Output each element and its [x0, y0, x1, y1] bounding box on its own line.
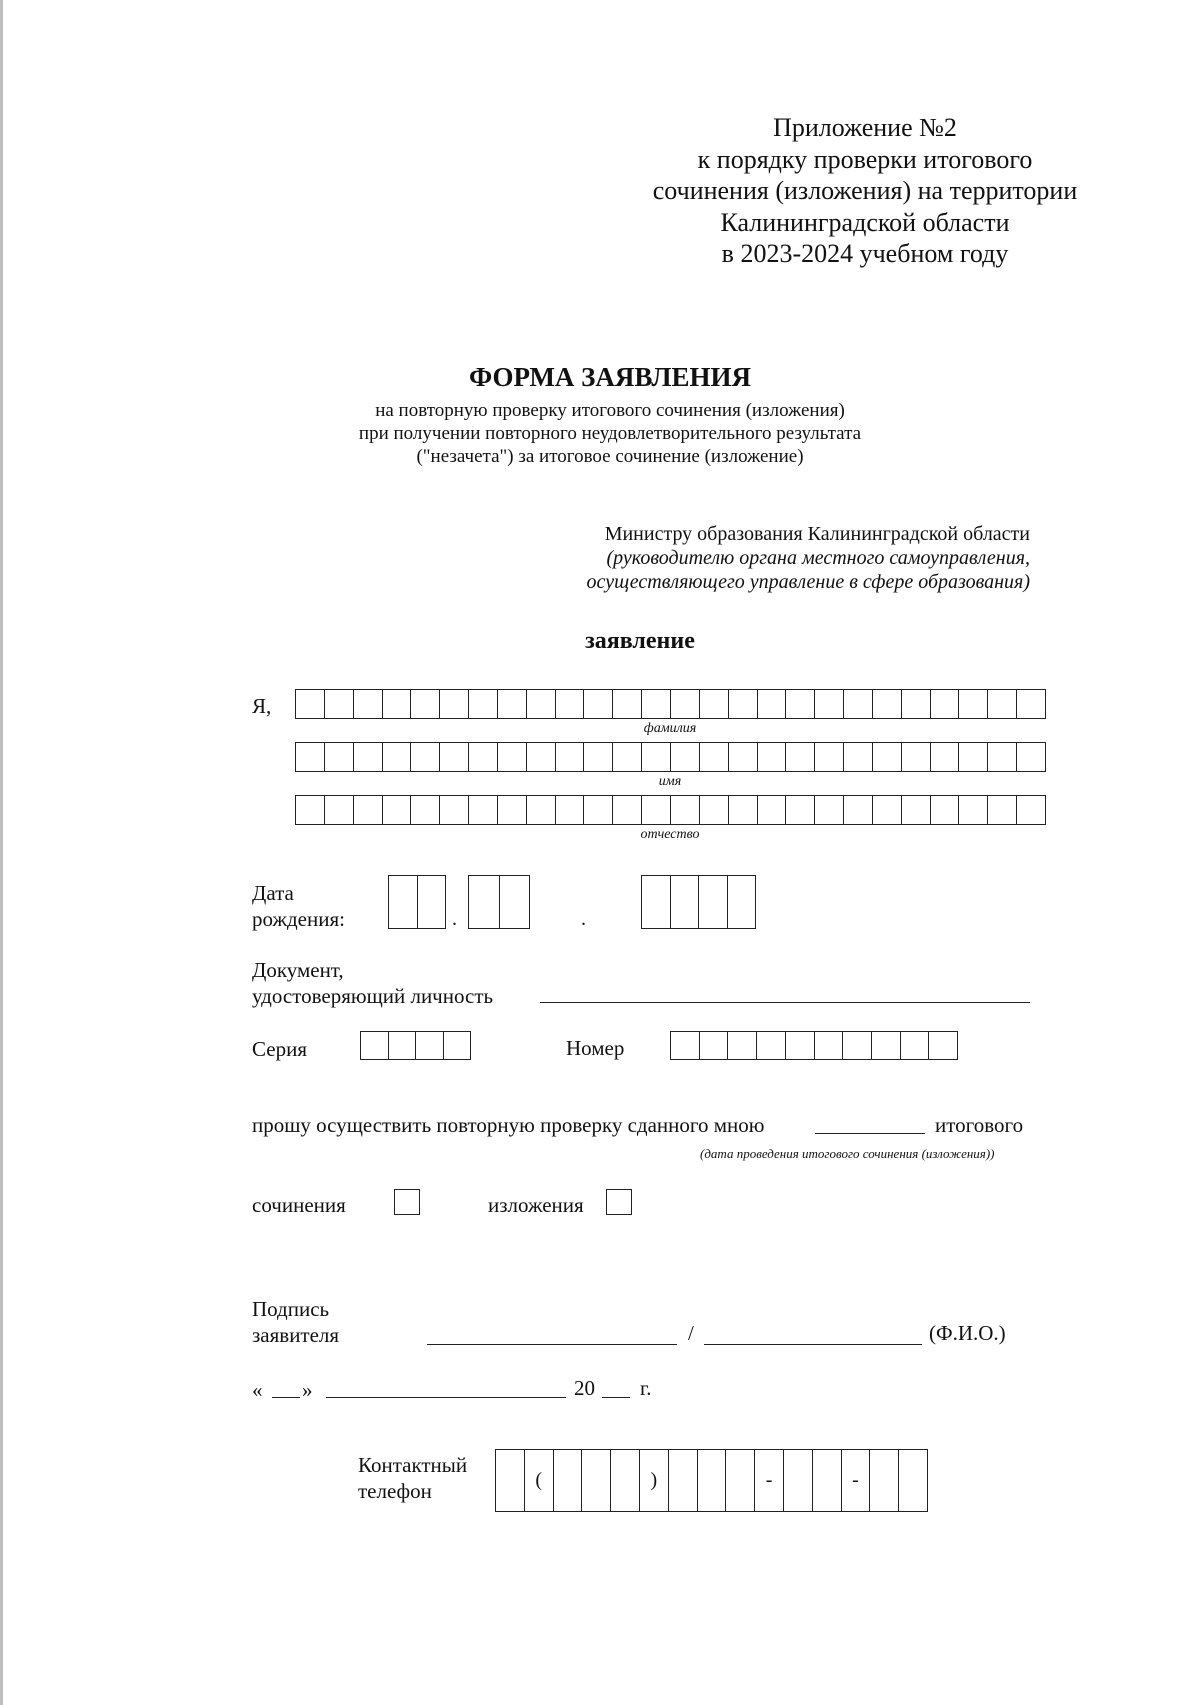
annex-line: в 2023-2024 учебном году [721, 239, 1009, 268]
document-label-2: удостоверяющий личность [252, 984, 494, 1008]
letter-cell[interactable] [901, 1032, 930, 1059]
letter-cell[interactable] [411, 690, 440, 718]
letter-cell[interactable] [815, 1032, 844, 1059]
subtitle-line: при получении повторного неудовлетворительного результата [358, 423, 862, 444]
patronymic-field[interactable] [295, 795, 1046, 825]
phone-cell[interactable] [813, 1450, 842, 1511]
letter-cell[interactable] [758, 743, 787, 771]
letter-cell[interactable] [786, 1032, 815, 1059]
month-line[interactable] [326, 1397, 566, 1398]
birth-year-field[interactable] [641, 875, 756, 929]
annex-line: Калининградской области [720, 207, 1010, 237]
letter-cell[interactable] [469, 796, 498, 824]
number-field[interactable] [670, 1031, 958, 1060]
exam-date-caption: (дата проведения итогового сочинения (изложения)) [700, 1146, 995, 1161]
letter-cell[interactable] [671, 796, 700, 824]
phone-cell[interactable] [899, 1450, 927, 1511]
letter-cell[interactable] [325, 690, 354, 718]
surname-field[interactable] [295, 689, 1046, 719]
phone-label-1: Контактный [358, 1453, 468, 1477]
letter-cell[interactable] [440, 690, 469, 718]
letter-cell[interactable] [440, 796, 469, 824]
letter-cell[interactable] [354, 796, 383, 824]
scan-edge-line [0, 0, 3, 1705]
digit-cell[interactable] [469, 876, 500, 928]
letter-cell[interactable] [354, 690, 383, 718]
letter-cell[interactable] [469, 690, 498, 718]
day-line[interactable] [272, 1397, 300, 1398]
signature-line[interactable] [427, 1344, 677, 1345]
letter-cell[interactable] [929, 1032, 957, 1059]
digit-cell[interactable] [699, 876, 728, 928]
letter-cell[interactable] [786, 743, 815, 771]
exam-date-line[interactable] [815, 1133, 925, 1134]
letter-cell[interactable] [325, 743, 354, 771]
letter-cell[interactable] [988, 796, 1017, 824]
form-subtitle [250, 399, 970, 468]
request-text: прошу осуществить повторную проверку сданного мною [252, 1113, 765, 1137]
letter-cell[interactable] [815, 796, 844, 824]
letter-cell[interactable] [786, 796, 815, 824]
letter-cell[interactable] [613, 690, 642, 718]
letter-cell[interactable] [642, 690, 671, 718]
letter-cell[interactable] [556, 796, 585, 824]
letter-cell[interactable] [757, 1032, 786, 1059]
letter-cell[interactable] [642, 796, 671, 824]
fio-label: (Ф.И.О.) [929, 1321, 1006, 1345]
letter-cell[interactable] [440, 743, 469, 771]
date-separator: . [452, 908, 457, 930]
letter-cell[interactable] [584, 743, 613, 771]
presentation-checkbox[interactable] [606, 1189, 632, 1215]
digit-cell[interactable] [728, 876, 756, 928]
letter-cell[interactable] [1017, 796, 1045, 824]
digit-cell[interactable] [416, 1032, 444, 1059]
digit-cell[interactable] [642, 876, 671, 928]
letter-cell[interactable] [873, 743, 902, 771]
subtitle-line: на повторную проверку итогового сочинения (изложения) [375, 400, 845, 421]
letter-cell[interactable] [700, 1032, 729, 1059]
letter-cell[interactable] [729, 743, 758, 771]
addressee-block [470, 522, 1030, 594]
digit-cell[interactable] [418, 876, 446, 928]
letter-cell[interactable] [383, 796, 412, 824]
letter-cell[interactable] [584, 690, 613, 718]
letter-cell[interactable] [411, 743, 440, 771]
birth-date-label-2: рождения: [252, 907, 345, 931]
signature-label-1: Подпись [252, 1297, 330, 1321]
letter-cell[interactable] [584, 796, 613, 824]
surname-caption: фамилия [643, 721, 697, 736]
annex-header [600, 112, 1130, 270]
phone-label-2: телефон [358, 1479, 432, 1503]
request-end-text: итогового [935, 1113, 1024, 1137]
letter-cell[interactable] [729, 796, 758, 824]
phone-cell[interactable]: - [755, 1450, 784, 1511]
letter-cell[interactable] [959, 690, 988, 718]
letter-cell[interactable] [296, 690, 325, 718]
letter-cell[interactable] [527, 690, 556, 718]
document-type-line[interactable] [540, 1002, 1030, 1003]
letter-cell[interactable] [498, 796, 527, 824]
letter-cell[interactable] [729, 690, 758, 718]
i-label: Я, [252, 694, 272, 718]
letter-cell[interactable] [527, 743, 556, 771]
letter-cell[interactable] [671, 743, 700, 771]
letter-cell[interactable] [844, 796, 873, 824]
letter-cell[interactable] [786, 690, 815, 718]
presentation-label: изложения [488, 1193, 584, 1217]
form-title: ФОРМА ЗАЯВЛЕНИЯ [468, 362, 752, 392]
series-field[interactable] [360, 1031, 471, 1060]
document-label-1: Документ, [252, 958, 344, 982]
letter-cell[interactable] [642, 743, 671, 771]
letter-cell[interactable] [902, 690, 931, 718]
signature-slash: / [688, 1321, 694, 1345]
letter-cell[interactable] [613, 796, 642, 824]
phone-cell[interactable] [698, 1450, 727, 1511]
digit-cell[interactable] [500, 876, 530, 928]
letter-cell[interactable] [700, 796, 729, 824]
letter-cell[interactable] [815, 743, 844, 771]
essay-label: сочинения [252, 1193, 346, 1217]
birth-month-field[interactable] [468, 875, 530, 929]
phone-cell[interactable] [582, 1450, 611, 1511]
annex-line: Приложение №2 [773, 113, 957, 142]
addressee-alt-line: (руководителю органа местного самоуправления, [606, 547, 1030, 569]
date-open-quote: « [252, 1378, 263, 1402]
letter-cell[interactable] [988, 743, 1017, 771]
phone-cell[interactable] [669, 1450, 698, 1511]
letter-cell[interactable] [843, 1032, 872, 1059]
letter-cell[interactable] [902, 796, 931, 824]
letter-cell[interactable] [959, 743, 988, 771]
phone-cell[interactable]: - [842, 1450, 871, 1511]
letter-cell[interactable] [527, 796, 556, 824]
phone-cell[interactable] [611, 1450, 640, 1511]
letter-cell[interactable] [383, 743, 412, 771]
phone-cell[interactable] [784, 1450, 813, 1511]
letter-cell[interactable] [325, 796, 354, 824]
patronymic-caption: отчество [640, 827, 700, 842]
application-heading: заявление [585, 628, 695, 654]
letter-cell[interactable] [758, 690, 787, 718]
annex-line: к порядку проверки итогового [697, 144, 1033, 174]
letter-cell[interactable] [354, 743, 383, 771]
letter-cell[interactable] [931, 796, 960, 824]
year-line[interactable] [602, 1397, 630, 1398]
letter-cell[interactable] [671, 690, 700, 718]
phone-field[interactable] [495, 1449, 928, 1512]
letter-cell[interactable] [815, 690, 844, 718]
letter-cell[interactable] [469, 743, 498, 771]
phone-cell[interactable] [554, 1450, 583, 1511]
letter-cell[interactable] [556, 743, 585, 771]
letter-cell[interactable] [700, 690, 729, 718]
name-caption: имя [658, 774, 682, 789]
birth-day-field[interactable] [388, 875, 446, 929]
birth-date-label-1: Дата [252, 881, 294, 905]
date-close-quote: » [302, 1378, 313, 1402]
annex-line: сочинения (изложения) на территории [652, 176, 1078, 205]
letter-cell[interactable] [383, 690, 412, 718]
subtitle-line: ("незачета") за итоговое сочинение (изложение) [416, 446, 804, 467]
letter-cell[interactable] [873, 796, 902, 824]
digit-cell[interactable] [671, 876, 700, 928]
fio-line[interactable] [704, 1344, 922, 1345]
name-field[interactable] [295, 742, 1046, 772]
letter-cell[interactable] [556, 690, 585, 718]
year-suffix: г. [640, 1376, 652, 1400]
date-separator: . [581, 908, 586, 930]
letter-cell[interactable] [988, 690, 1017, 718]
letter-cell[interactable] [902, 743, 931, 771]
letter-cell[interactable] [498, 690, 527, 718]
letter-cell[interactable] [296, 796, 325, 824]
phone-cell[interactable] [870, 1450, 899, 1511]
phone-cell[interactable]: ) [640, 1450, 669, 1511]
number-label: Номер [566, 1036, 625, 1060]
phone-cell[interactable] [726, 1450, 755, 1511]
addressee-line: Министру образования Калининградской области [604, 523, 1030, 545]
addressee-alt-line: осуществляющего управление в сфере образования) [586, 571, 1030, 593]
series-label: Серия [252, 1037, 307, 1061]
phone-cell[interactable]: ( [525, 1450, 554, 1511]
letter-cell[interactable] [844, 743, 873, 771]
year-prefix: 20 [574, 1376, 595, 1400]
letter-cell[interactable] [296, 743, 325, 771]
letter-cell[interactable] [411, 796, 440, 824]
letter-cell[interactable] [700, 743, 729, 771]
letter-cell[interactable] [671, 1032, 700, 1059]
digit-cell[interactable] [389, 876, 418, 928]
phone-cell[interactable] [496, 1450, 525, 1511]
essay-checkbox[interactable] [394, 1189, 420, 1215]
signature-label-2: заявителя [252, 1323, 340, 1347]
digit-cell[interactable] [361, 1032, 389, 1059]
letter-cell[interactable] [931, 743, 960, 771]
letter-cell[interactable] [758, 796, 787, 824]
letter-cell[interactable] [959, 796, 988, 824]
letter-cell[interactable] [872, 1032, 901, 1059]
letter-cell[interactable] [1017, 743, 1045, 771]
letter-cell[interactable] [931, 690, 960, 718]
digit-cell[interactable] [444, 1032, 471, 1059]
letter-cell[interactable] [498, 743, 527, 771]
letter-cell[interactable] [873, 690, 902, 718]
digit-cell[interactable] [389, 1032, 417, 1059]
letter-cell[interactable] [613, 743, 642, 771]
letter-cell[interactable] [1017, 690, 1045, 718]
letter-cell[interactable] [728, 1032, 757, 1059]
letter-cell[interactable] [844, 690, 873, 718]
